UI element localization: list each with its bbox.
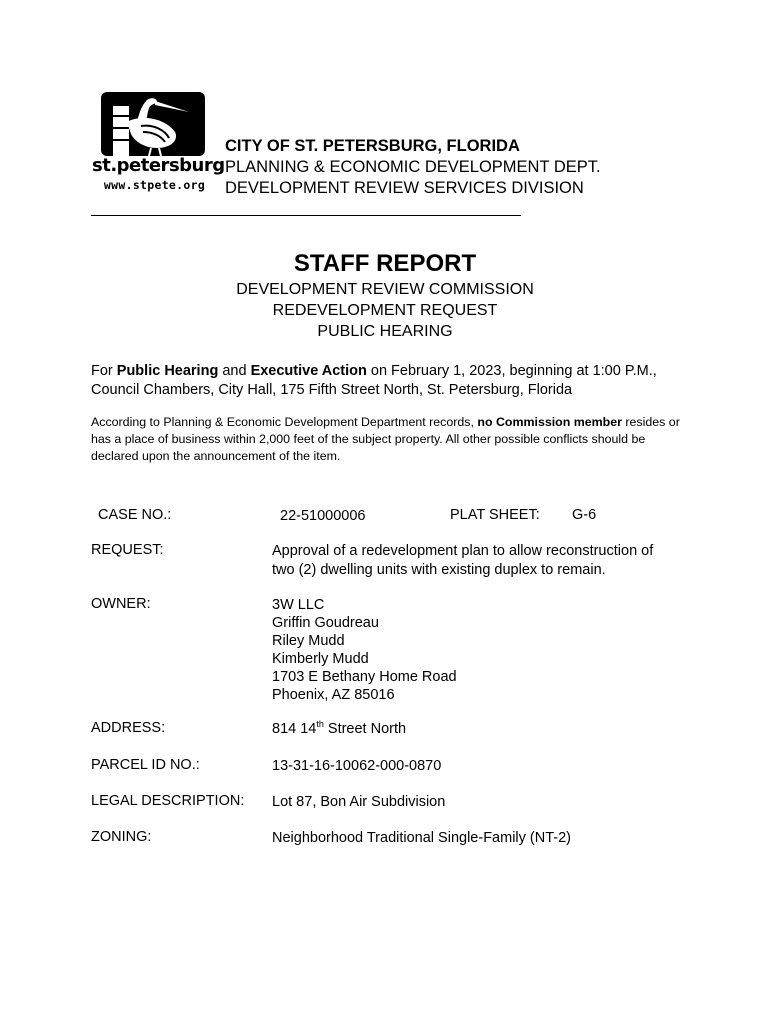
address-label: ADDRESS:: [91, 720, 166, 736]
city-logo: [92, 92, 225, 198]
request-value: [272, 542, 653, 580]
request-line: Approval of a redevelopment plan to allow reconstruction of: [272, 543, 654, 559]
report-subtitle: DEVELOPMENT REVIEW COMMISSION: [236, 281, 534, 298]
public-hearing-term: Public Hearing: [116, 363, 219, 379]
case-number-value: 22-51000006: [280, 508, 366, 524]
conflict-statement: [91, 414, 691, 465]
division-name: DEVELOPMENT REVIEW SERVICES DIVISION: [225, 179, 584, 197]
parcel-id-label: PARCEL ID NO.:: [91, 757, 200, 773]
owner-line: 3W LLC: [272, 597, 325, 613]
plat-sheet-value: G-6: [572, 507, 597, 523]
zoning-label: ZONING:: [91, 829, 152, 845]
report-subtitle: REDEVELOPMENT REQUEST: [272, 302, 498, 319]
zoning-value: Neighborhood Traditional Single-Family (NT-2): [272, 830, 571, 846]
address-number: 814 14: [272, 721, 317, 737]
owner-line: 1703 E Bethany Home Road: [272, 669, 457, 685]
case-number-label: CASE NO.:: [98, 507, 172, 523]
executive-action-term: Executive Action: [250, 363, 367, 379]
address-value: [272, 720, 406, 738]
plat-sheet-label: PLAT SHEET:: [450, 507, 540, 523]
parcel-id-value: 13-31-16-10062-000-0870: [272, 758, 442, 774]
hearing-details: on February 1, 2023, beginning at 1:00 P.M., Council Chambers, City Hall, 175 Fifth Street North, St. Petersburg, Florida: [91, 363, 657, 398]
owner-line: Kimberly Mudd: [272, 651, 369, 667]
conflict-details: resides or has a place of business within 2,000 feet of the subject property. All other possible conflicts should be declared upon the announcement of the item.: [91, 415, 680, 463]
conflict-prefix: According to Planning & Economic Development Department records,: [91, 415, 478, 429]
owner-line: Phoenix, AZ 85016: [272, 687, 395, 703]
address-ordinal: th: [316, 719, 324, 730]
legal-description-label: LEGAL DESCRIPTION:: [91, 793, 245, 809]
legal-description-value: Lot 87, Bon Air Subdivision: [272, 794, 446, 810]
request-line: two (2) dwelling units with existing duplex to remain.: [272, 562, 606, 578]
owner-line: Riley Mudd: [272, 633, 345, 649]
report-title: STAFF REPORT: [293, 250, 477, 277]
logo-wordmark: st.petersburg: [92, 155, 225, 176]
owner-line: Griffin Goudreau: [272, 615, 379, 631]
request-label: REQUEST:: [91, 542, 164, 558]
logo-url: www.stpete.org: [103, 178, 206, 192]
hearing-prefix: For: [91, 363, 117, 379]
report-subtitle: PUBLIC HEARING: [317, 323, 453, 340]
header-divider: [91, 215, 521, 216]
city-name: CITY OF ST. PETERSBURG, FLORIDA: [225, 137, 520, 155]
address-street: Street North: [323, 721, 407, 737]
department-name: PLANNING & ECONOMIC DEVELOPMENT DEPT.: [225, 158, 601, 176]
hearing-and: and: [218, 363, 251, 379]
hearing-notice: [91, 362, 691, 400]
owner-value: [272, 596, 457, 704]
pelican-on-piling-logo-icon: [101, 92, 205, 156]
conflict-emphasis: no Commission member: [477, 415, 622, 429]
owner-label: OWNER:: [91, 596, 151, 612]
